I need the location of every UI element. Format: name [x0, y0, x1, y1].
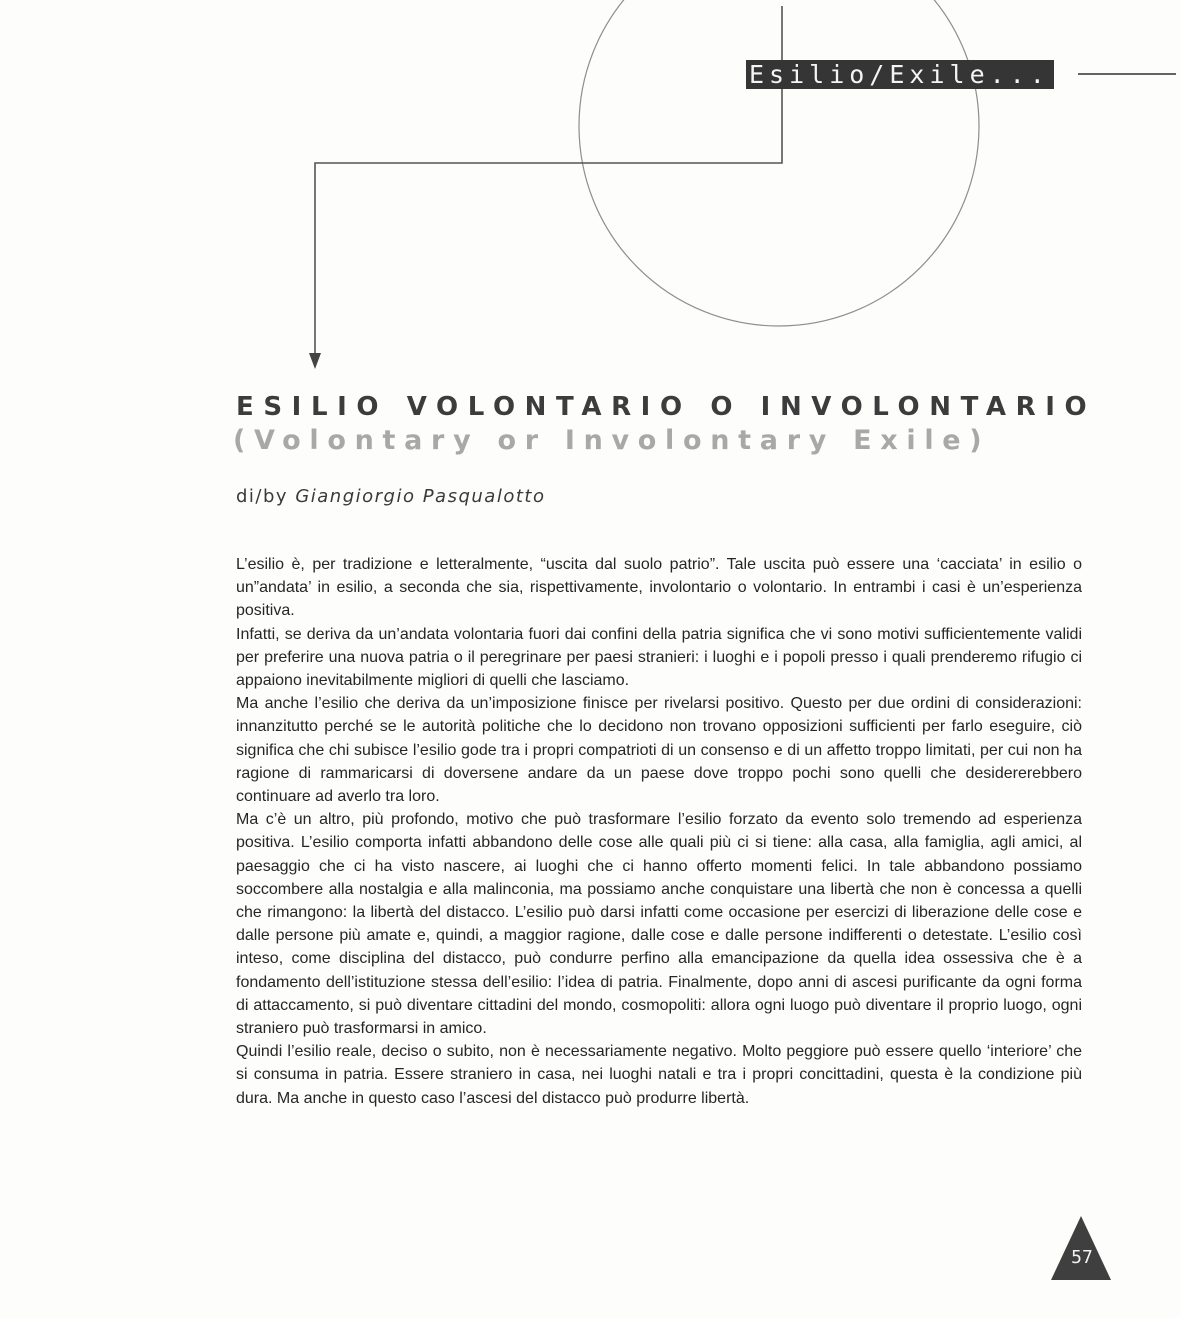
- body-paragraph: Quindi l’esilio reale, deciso o subito, non è necessariamente negativo. Molto peggiore può essere quello ‘interiore’ che si consuma in patria. Essere straniero in casa, nei luoghi natali e tra i propri concittadini, questa è la condizione più dura. Ma anche in questo caso l’ascesi del distacco può produrre libertà.: [236, 1043, 1082, 1107]
- connector-arrow-line: [315, 6, 782, 355]
- article-subtitle: (Volontary or Involontary Exile): [233, 425, 991, 456]
- article-title: ESILIO VOLONTARIO O INVOLONTARIO: [236, 392, 1097, 422]
- article-body: [236, 553, 1082, 1110]
- body-paragraph: Ma c’è un altro, più profondo, motivo che può trasformare l’esilio forzato da evento solo tremendo ad esperienza positiva. L’esilio comporta infatti abbandono delle cose alle quali più ci si tiene: alla casa, alla famiglia, agli amici, al paesaggio che ci ha visto nascere, ai luoghi che ci hanno offerto momenti felici. In tale abbandono possiamo soccombere alla nostalgia e alla malinconia, ma possiamo anche conquistare una libertà che non è concessa a quelli che rimangono: la libertà del distacco. L’esilio può darsi infatti come occasione per esercizi di liberazione delle cose e dalle persone più amate e, quindi, a maggior ragione, dalle cose e dalle persone indifferenti o detestate. L’esilio così inteso, come disciplina del distacco, può condurre perfino alla emancipazione da quella idea ossessiva che è a fondamento dell’istituzione stessa dell’esilio: l’idea di patria. Finalmente, dopo anni di ascesi purificante da ogni forma di attaccamento, si può diventare cittadini del mondo, cosmopoliti: allora ogni luogo può diventare il proprio luogo, ogni straniero può trasformarsi in amico.: [236, 811, 1082, 1038]
- byline-prefix: di/by: [236, 486, 289, 507]
- page-number: 57: [1071, 1247, 1093, 1268]
- body-paragraph: Infatti, se deriva da un’andata volontaria fuori dai confini della patria significa che vi sono motivi sufficientemente validi per preferire una nuova patria o il peregrinare per paesi stranieri: i luoghi e i popoli presso i quali prenderemo rifugio ci appaiono inevitabilmente migliori di quelli che lasciamo.: [236, 625, 1082, 690]
- byline: [236, 486, 545, 507]
- author-name: Giangiorgio Pasqualotto: [295, 486, 546, 507]
- down-arrow-icon: [309, 353, 321, 369]
- body-paragraph: L’esilio è, per tradizione e letteralmente, “uscita dal suolo patrio”. Tale uscita può essere una ‘cacciata’ in esilio o un”andata’ in esilio, a seconda che sia, rispettivamente, involontario o volontario. In entrambi i casi è un’esperienza positiva.: [236, 556, 1082, 620]
- section-tag: Esilio/Exile...: [746, 60, 1054, 89]
- body-paragraph: Ma anche l’esilio che deriva da un’imposizione finisce per rivelarsi positivo. Questo per due ordini di considerazioni: innanzitutto perché se le autorità politiche che lo decidono non trovano opposizioni sufficienti per farlo eseguire, ciò significa che chi subisce l’esilio gode tra i propri compatrioti di un consenso e di un affetto troppo limitati, per cui non ha ragione di rammaricarsi di doversene andare da un paese dove troppo pochi sono quelli che desidererebbero continuare ad averlo tra loro.: [236, 695, 1082, 806]
